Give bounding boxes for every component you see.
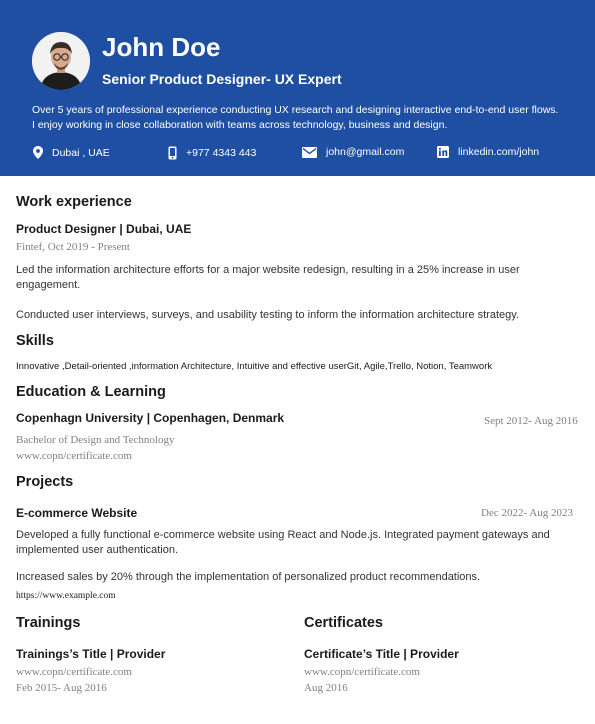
- phone-icon: [168, 146, 177, 160]
- training-title: Trainings’s Title | Provider: [16, 647, 166, 661]
- work-bullet: Conducted user interviews, surveys, and usability testing to inform the information architecture strategy.: [16, 309, 519, 321]
- training-url[interactable]: www.copn/certificate.com: [16, 666, 132, 678]
- linkedin-text[interactable]: linkedin.com/john: [458, 146, 540, 158]
- phone-text: +977 4343 443: [186, 147, 257, 159]
- candidate-name: John Doe: [102, 32, 221, 62]
- email-text[interactable]: john@gmail.com: [326, 146, 405, 158]
- education-url[interactable]: www.copn/certificate.com: [16, 450, 132, 462]
- education-degree: Bachelor of Design and Technology: [16, 434, 175, 446]
- project-url[interactable]: https://www.example.com: [16, 591, 116, 601]
- work-role: Product Designer | Dubai, UAE: [16, 222, 192, 236]
- avatar: [32, 32, 90, 90]
- education-dates: Sept 2012- Aug 2016: [484, 415, 578, 427]
- certificate-url[interactable]: www.copn/certificate.com: [304, 666, 420, 678]
- certificate-title: Certificate’s Title | Provider: [304, 647, 459, 661]
- contact-email[interactable]: [302, 146, 404, 158]
- trainings-heading: Trainings: [16, 615, 81, 631]
- contact-location: [33, 146, 110, 159]
- location-pin-icon: [33, 146, 43, 159]
- project-description: Increased sales by 20% through the implementation of personalized product recommendations.: [16, 571, 481, 583]
- projects-heading: Projects: [16, 474, 74, 490]
- certificates-heading: Certificates: [304, 615, 383, 631]
- candidate-title: Senior Product Designer- UX Expert: [102, 71, 342, 87]
- location-text: Dubai , UAE: [52, 146, 110, 159]
- work-heading: Work experience: [16, 194, 132, 210]
- training-dates: Feb 2015- Aug 2016: [16, 682, 107, 694]
- education-school: Copenhagn University | Copenhagen, Denmark: [16, 411, 285, 425]
- contact-phone: [168, 146, 256, 160]
- project-dates: Dec 2022- Aug 2023: [481, 507, 573, 519]
- resume-header: [0, 0, 595, 176]
- education-heading: Education & Learning: [16, 384, 166, 400]
- work-bullet: Led the information architecture efforts for a major website redesign, resulting in a 25% increase in user engagement.: [16, 264, 520, 291]
- skills-list: Innovative ,Detail-oriented ,information Architecture, Intuitive and effective userGit, Agile,Trello, Notion, Teamwork: [16, 361, 493, 372]
- project-description: Developed a fully functional e-commerce website using React and Node.js. Integrated payment gateways and implemented user authentication.: [16, 529, 550, 556]
- certificate-dates: Aug 2016: [304, 682, 348, 694]
- contact-linkedin[interactable]: [437, 146, 539, 158]
- work-meta: Fintef, Oct 2019 - Present: [16, 241, 130, 253]
- linkedin-icon: [437, 146, 449, 158]
- mail-icon: [302, 147, 317, 158]
- profile-summary: Over 5 years of professional experience conducting UX research and designing interactive end-to-end user flows. I enjoy working in close collaboration with teams across technology, business and design.: [32, 104, 559, 131]
- project-name: E-commerce Website: [16, 506, 138, 520]
- skills-heading: Skills: [16, 333, 54, 349]
